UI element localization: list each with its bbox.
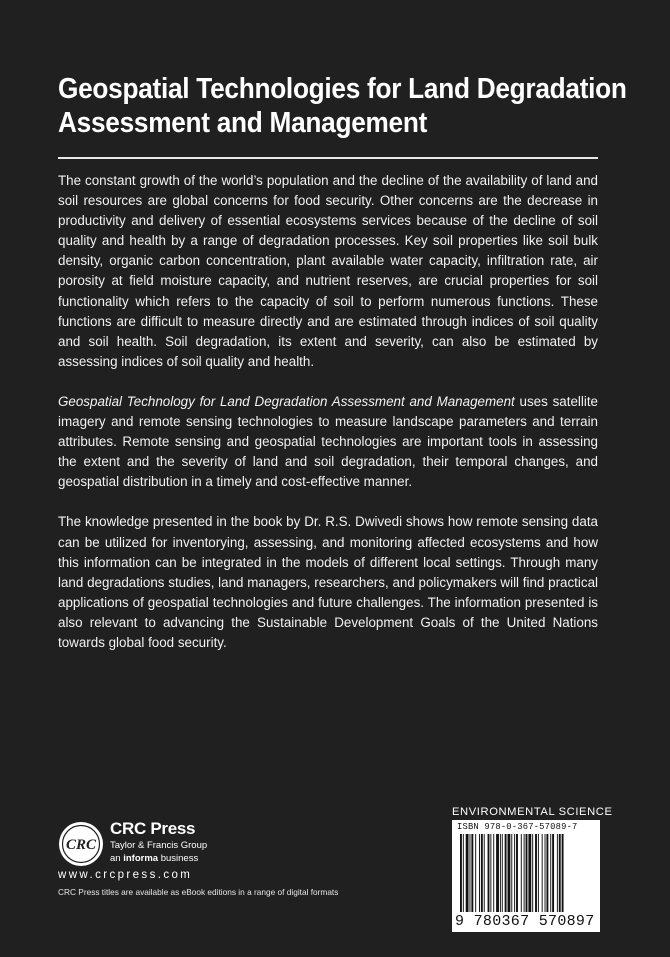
barcode-bar — [484, 834, 485, 912]
barcode-bar — [470, 834, 471, 912]
barcode-bar — [490, 834, 491, 912]
barcode-bar — [505, 834, 507, 912]
blurb-paragraph-1: The constant growth of the world’s population and the decline of the availability of land and soil resources are global concerns for food security. Other concerns are the decrease in productivity and delivery of essential ecosystems services because of the decline of soil quality and health by a range of degradation processes. Key soil properties like soil bulk density, organic carbon concentration, plant available water capacity, infiltration rate, air porosity at field moisture capacity, and nutrient reserves, are crucial properties for soil functionality which refers to the capacity of soil to perform numerous functions. These functions are difficult to measure directly and are estimated through indices of soil quality and soil health. Soil degradation, its extent and severity, can also be estimated by assessing indices of soil quality and health. — [58, 173, 598, 369]
barcode-bar — [508, 834, 511, 912]
barcode-bar — [463, 834, 464, 912]
publisher-name: CRC Press — [110, 819, 196, 838]
barcode-bar — [521, 834, 522, 912]
barcode-bar — [488, 834, 490, 912]
barcode-bar — [511, 834, 512, 912]
publisher-url: www.crcpress.com — [58, 869, 193, 881]
barcode-bar — [514, 834, 515, 912]
barcode-bar — [466, 834, 469, 912]
blurb-paragraph-2-text: uses satellite imagery and remote sensing technologies to measure landscape parameters and terrain attributes. Remote sensing and geospatial technologies are important tools in assessing the extent and the severity of land and soil degradation, their temporal changes, and geospatial distribution in a timely and cost-effective manner. — [58, 393, 598, 490]
barcode-bar — [481, 834, 483, 912]
title-line-2: Assessment and Management — [58, 107, 428, 139]
barcode-bar — [545, 834, 546, 912]
barcode-bar — [542, 834, 543, 912]
barcode-digits: 9 780367 570897 — [455, 913, 595, 930]
blurb-paragraph-3: The knowledge presented in the book by Dr. R.S. Dwivedi shows how remote sensing data can be utilized for inventorying, assessing, and monitoring affected ecosystems and how this information can be integrated in the models of different local settings. Through many land degradations studies, land managers, researchers, and policymakers will find practical applications of geospatial technologies and future challenges. The information presented is also relevant to advancing the Sustainable Development Goals of the United Nations towards global food security. — [58, 514, 598, 650]
barcode-bar — [552, 834, 554, 912]
barcode-bar — [471, 834, 473, 912]
barcode-bar — [502, 834, 503, 912]
barcode-bar — [550, 834, 551, 912]
subject-category: ENVIRONMENTAL SCIENCE — [452, 806, 613, 818]
barcode-bar — [460, 834, 462, 912]
barcode-bar — [500, 834, 501, 912]
barcode-bar — [475, 834, 476, 912]
crc-logo-icon — [58, 821, 104, 867]
publisher-parent — [110, 853, 198, 864]
isbn-label: ISBN 978-0-367-57089-7 — [457, 822, 578, 832]
crc-logo-text: CRC — [65, 837, 97, 853]
barcode-bar — [562, 834, 564, 912]
title-divider — [58, 157, 598, 159]
barcode-bar — [535, 834, 537, 912]
barcode-bar — [538, 834, 539, 912]
publisher-block — [58, 817, 358, 927]
barcode-bar — [496, 834, 499, 912]
barcode-bar — [559, 834, 561, 912]
parent-prefix: an — [110, 853, 124, 864]
barcode-bar — [516, 834, 518, 912]
barcode-bar — [546, 834, 548, 912]
book-title — [58, 72, 627, 140]
title-line-1: Geospatial Technologies for Land Degradation — [58, 73, 627, 105]
barcode-block — [452, 806, 613, 934]
barcode-bar — [526, 834, 528, 912]
blurb — [58, 171, 598, 673]
parent-name: informa — [123, 853, 159, 864]
barcode-bar — [479, 834, 480, 912]
barcode-bar — [532, 834, 533, 912]
publisher-group: Taylor & Francis Group — [110, 840, 208, 851]
book-title-italic: Geospatial Technology for Land Degradation Assessment and Management — [58, 393, 515, 409]
barcode-icon — [460, 834, 596, 916]
ebook-note: CRC Press titles are available as eBook editions in a range of digital formats — [58, 887, 339, 897]
barcode-bar — [524, 834, 525, 912]
blurb-paragraph-2 — [58, 392, 598, 492]
parent-suffix: business — [158, 853, 199, 864]
barcode-bar — [557, 834, 558, 912]
barcode-bar — [528, 834, 531, 912]
barcode-box — [452, 820, 600, 932]
barcode-bar — [493, 834, 494, 912]
